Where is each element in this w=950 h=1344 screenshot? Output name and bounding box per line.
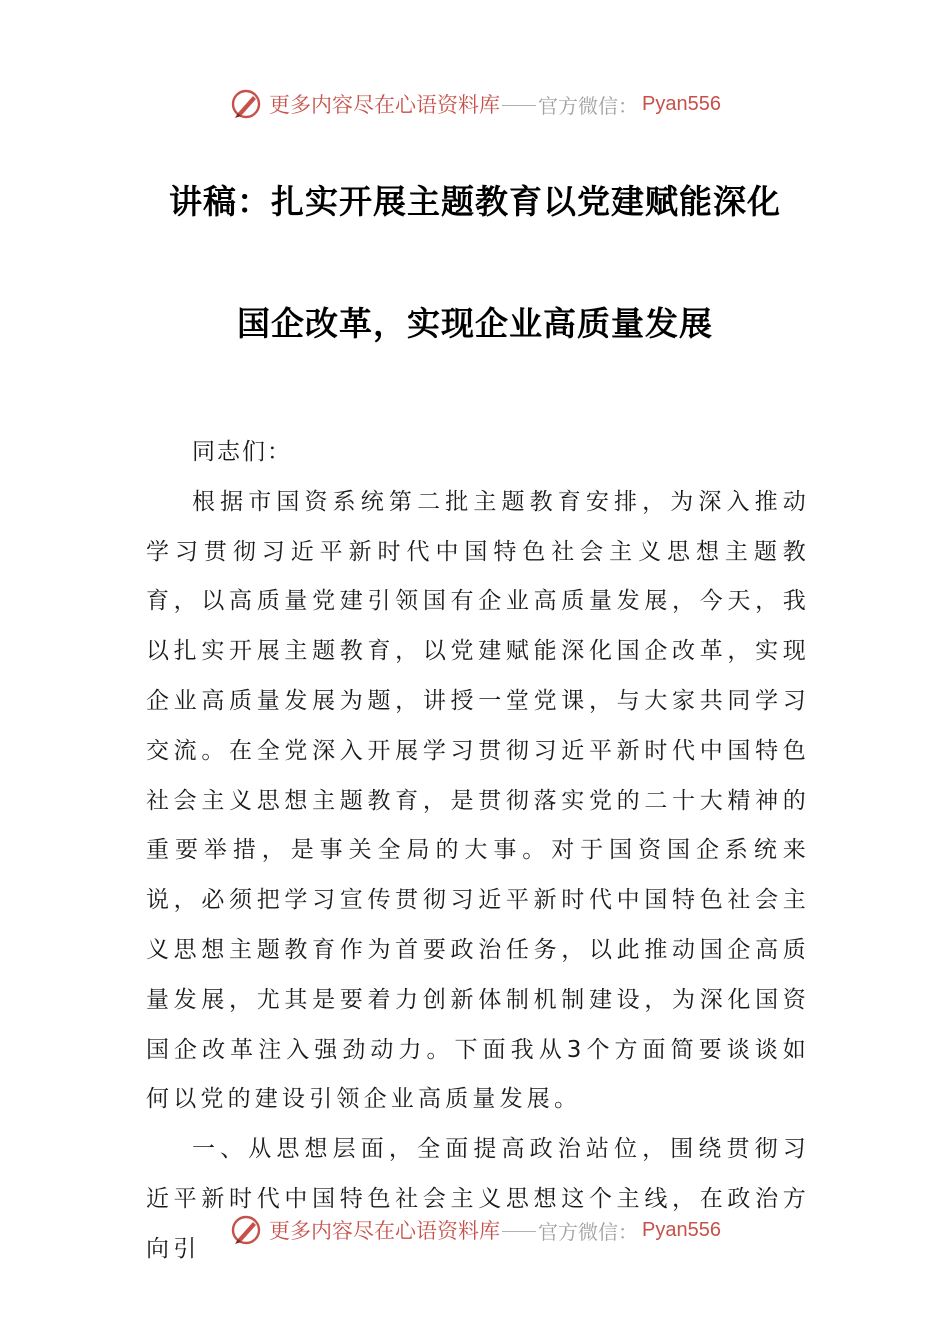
banner-dash <box>502 105 536 106</box>
page-title-line-1: 讲稿：扎实开展主题教育以党建赋能深化 <box>169 182 781 221</box>
footer-banner <box>0 1210 950 1250</box>
banner-wechat-account: Pyan556 <box>642 1218 721 1241</box>
banner-wechat-account: Pyan556 <box>642 92 721 115</box>
header-banner <box>0 84 950 124</box>
paragraph: 根据市国资系统第二批主题教育安排，为深入推动学习贯彻习近平新时代中国特色社会主义思想主题教育，以高质量党建引领国有企业高质量发展，今天，我以扎实开展主题教育，以党建赋能深化国企改革，实现企业高质量发展为题，讲授一堂党课，与大家共同学习交流。在全党深入开展学习贯彻习近平新时代中国特色社会主义思想主题教育，是贯彻落实党的二十大精神的重要举措，是事关全局的大事。对于国资国企系统来说，必须把学习宣传贯彻习近平新时代中国特色社会主义思想主题教育作为首要政治任务，以此推动国企高质量发展，尤其是要着力创新体制机制建设，为深化国资国企改革注入强劲动力。下面我从3个方面简要谈谈如何以党的建设引领企业高质量发展。 <box>146 488 810 1113</box>
banner-brand-text: 更多内容尽在心语资料库 <box>269 1219 501 1243</box>
paragraph: 一、从思想层面，全面提高政治站位，围绕贯彻习近平新时代中国特色社会主义思想这个主线，在政治方向引 <box>146 1136 810 1262</box>
document-body <box>146 428 810 1275</box>
pen-circle-logo-icon <box>229 1213 263 1247</box>
banner-dash <box>502 1231 536 1232</box>
banner-brand-text: 更多内容尽在心语资料库 <box>269 93 501 117</box>
greeting: 同志们： <box>192 439 292 465</box>
banner-wechat-label: 官方微信： <box>538 93 639 118</box>
page-title-line-2: 国企改革，实现企业高质量发展 <box>237 304 713 343</box>
banner-wechat-label: 官方微信： <box>538 1219 639 1244</box>
pen-circle-logo-icon <box>229 87 263 121</box>
